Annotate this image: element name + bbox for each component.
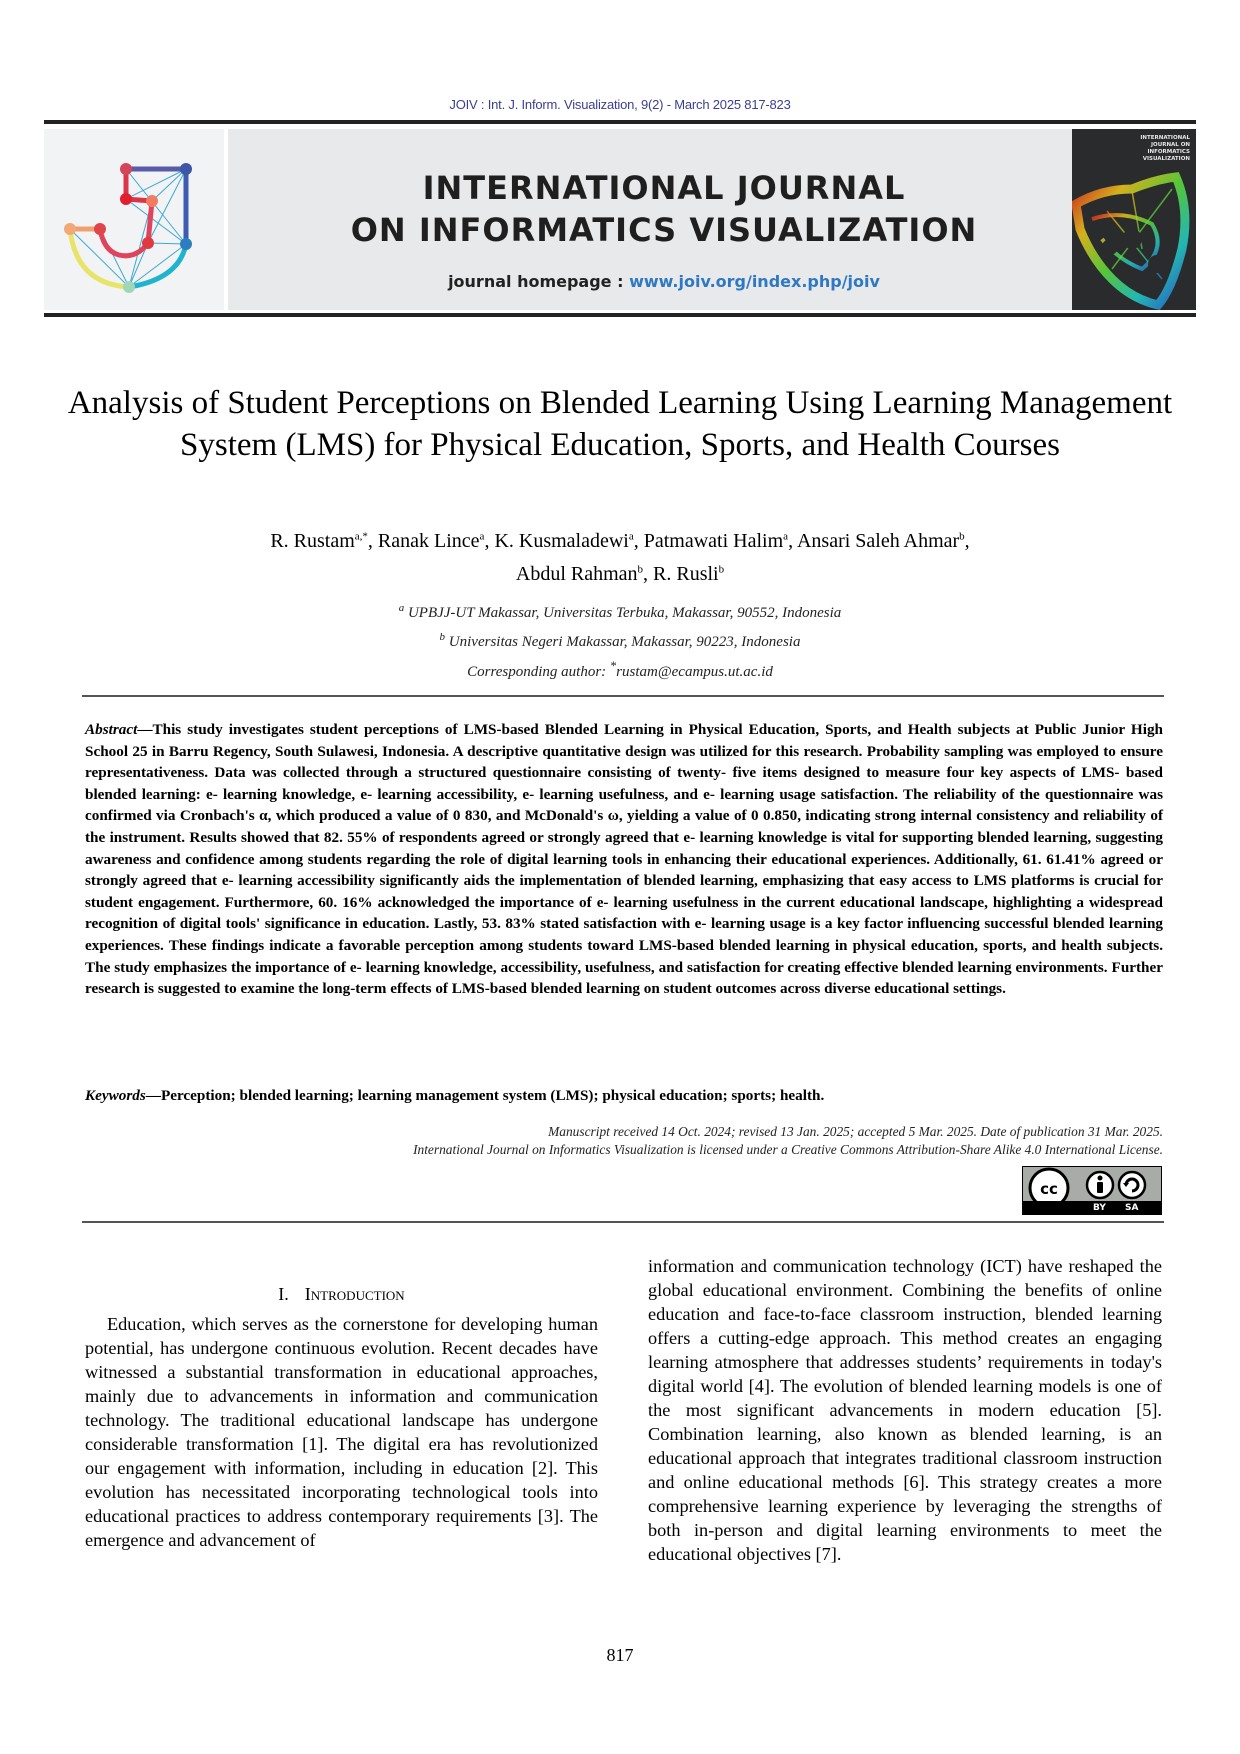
abstract-divider: [82, 695, 1164, 697]
affiliation: $^a$ UPBJJ-UT Makassar, Universitas Terbuka, Makassar, 90552, Indonesia: [398, 602, 842, 621]
section-number: I.: [278, 1284, 289, 1304]
body-divider: [82, 1221, 1164, 1223]
manuscript-dates: Manuscript received 14 Oct. 2024; revised 13 Jan. 2025; accepted 5 Mar. 2025. Date of publication 31 Mar. 2025.: [548, 1124, 1163, 1139]
journal-cover-image: [1072, 129, 1196, 310]
journal-title: [228, 167, 1100, 251]
affiliation: $^b$ Universitas Negeri Makassar, Makassar, 90223, Indonesia: [439, 631, 801, 650]
keywords: [85, 1087, 1163, 1105]
attribution-person-icon: [1085, 1170, 1115, 1200]
journal-title-box: [228, 129, 1100, 310]
author: R. Rusli$^b$: [653, 563, 725, 586]
header-rule-bottom: [44, 313, 1196, 317]
author: Ansari Saleh Ahmar$^b$,: [796, 529, 970, 552]
running-head: JOIV : Int. J. Inform. Visualization, 9(2) - March 2025 817-823: [449, 97, 791, 112]
body-column-right: [648, 1254, 1162, 1566]
intro-paragraph-left: Education, which serves as the cornerstone for developing human potential, has undergone continuous evolution. Recent decades have witnessed a substantial transformation in educational approaches, mainly due to advancements in information and communication technology. The traditional educational landscape has undergone considerable transformation [1]. The digital era has revolutionized our engagement with information, including in education [2]. This evolution has necessitated incorporating technological tools into educational practices to address contemporary requirements [3]. The emergence and advancement of: [85, 1314, 598, 1550]
affiliations: [100, 596, 1140, 684]
license-statement: International Journal on Informatics Visualization is licensed under a Creative Commons Attribution-Share Alike 4.0 International License.: [413, 1142, 1163, 1157]
homepage-label: journal homepage :: [448, 272, 624, 291]
abstract-text: —This study investigates student perceptions of LMS-based Blended Learning in Physical Education, Sports, and Health subjects at Public Junior High School 25 in Barru Regency, South Sulawesi, Indonesia. A descriptive quantitative design was utilized for this research. Probability sampling was employed to ensure representativeness. Data was collected through a structured questionnaire consisting of twenty- five items designed to measure four key aspects of LMS- based blended learning: e- learning knowledge, e- learning accessibility, e- learning usefulness, and e- learning usage satisfaction. The reliability of the questionnaire was confirmed via Cronbach's α, which produced a value of 0 830, and McDonald's ω, yielding a value of 0 0.850, indicating strong internal consistency and reliability of the instrument. Results showed that 82. 55% of respondents agreed or strongly agreed that e- learning knowledge is vital for supporting blended learning, suggesting awareness and confidence among students regarding the role of digital learning tools in enhancing their educational experiences. Additionally, 61. 61.41% agreed or strongly agreed that e- learning accessibility significantly aids the implementation of blended learning, emphasizing that easy access to LMS platforms is crucial for student engagement. Furthermore, 60. 16% acknowledged the importance of e- learning usefulness in the current educational landscape, highlighting a widespread recognition of digital tools' significance in education. Lastly, 53. 83% stated satisfaction with e- learning usage is a key factor influencing successful blended learning experiences. These findings indicate a favorable perception among students toward LMS-based blended learning in physical education, sports, and health subjects. The study emphasizes the importance of e- learning knowledge, accessibility, usefulness, and satisfaction for creating effective blended learning environments. Further research is suggested to examine the long-term effects of LMS-based blended learning on student outcomes across diverse educational settings.: [85, 721, 1163, 998]
abstract: [85, 719, 1163, 1000]
cc-by-sa-license-badge[interactable]: [1022, 1166, 1162, 1215]
cover-title: INTERNATIONAL JOURNAL ON INFORMATICS VISUALIZATION: [1140, 135, 1190, 162]
svg-text:cc: cc: [1040, 1180, 1058, 1198]
header-rule-top: [44, 120, 1196, 124]
author: Abdul Rahman$^b$,: [515, 563, 654, 586]
paper-title: Analysis of Student Perceptions on Blended Learning Using Learning Management System (LMS) for Physical Education, Sports, and Health Courses: [67, 385, 1173, 463]
corresponding-author: Corresponding author: *rustam@ecampus.ut.ac.id: [467, 659, 773, 680]
author: Patmawati Halim$^a$,: [643, 529, 797, 552]
author: Ranak Lince$^a$,: [377, 529, 495, 552]
section-title: Introduction: [304, 1284, 405, 1304]
journal-logo: [44, 129, 224, 310]
journal-title-line-1: INTERNATIONAL JOURNAL: [422, 169, 906, 207]
abstract-label: Abstract: [85, 721, 138, 738]
journal-banner: [44, 129, 1196, 310]
share-alike-icon: [1117, 1170, 1147, 1200]
author: R. Rustam$^{a,*}$,: [270, 529, 378, 552]
author-list: [100, 522, 1140, 589]
intro-paragraph-right: information and communication technology (ICT) have reshaped the global educational environment. Combining the benefits of online education and face-to-face classroom instruction, blended learning offers a cutting-edge approach. This method creates an engaging learning atmosphere that addresses students’ requirements in today's digital world [4]. The evolution of blended learning models is one of the most significant advancements in modern education [5]. Combination learning, also known as blended learning, is an educational approach that integrates traditional classroom instruction and online educational methods [6]. This strategy creates a more comprehensive learning experience by leveraging the strengths of both in-person and digital learning environments to meet the educational objectives [7].: [648, 1256, 1162, 1564]
joiv-logo-icon: [44, 129, 224, 310]
journal-homepage: [228, 272, 1100, 291]
body-column-left: [85, 1282, 598, 1552]
license-badge-bar: [1023, 1201, 1161, 1214]
keywords-label: Keywords: [85, 1087, 146, 1104]
by-label: BY: [1093, 1203, 1106, 1213]
author: K. Kusmaladewi$^a$,: [494, 529, 644, 552]
keywords-text: —Perception; blended learning; learning management system (LMS); physical education; sports; health.: [145, 1087, 825, 1104]
journal-title-line-2: ON INFORMATICS VISUALIZATION: [350, 211, 978, 249]
sa-label: SA: [1125, 1203, 1139, 1213]
homepage-link[interactable]: www.joiv.org/index.php/joiv: [629, 272, 880, 291]
manuscript-info: [413, 1123, 1163, 1159]
page-number: 817: [606, 1645, 634, 1665]
corresponding-email[interactable]: rustam@ecampus.ut.ac.id: [616, 664, 773, 680]
